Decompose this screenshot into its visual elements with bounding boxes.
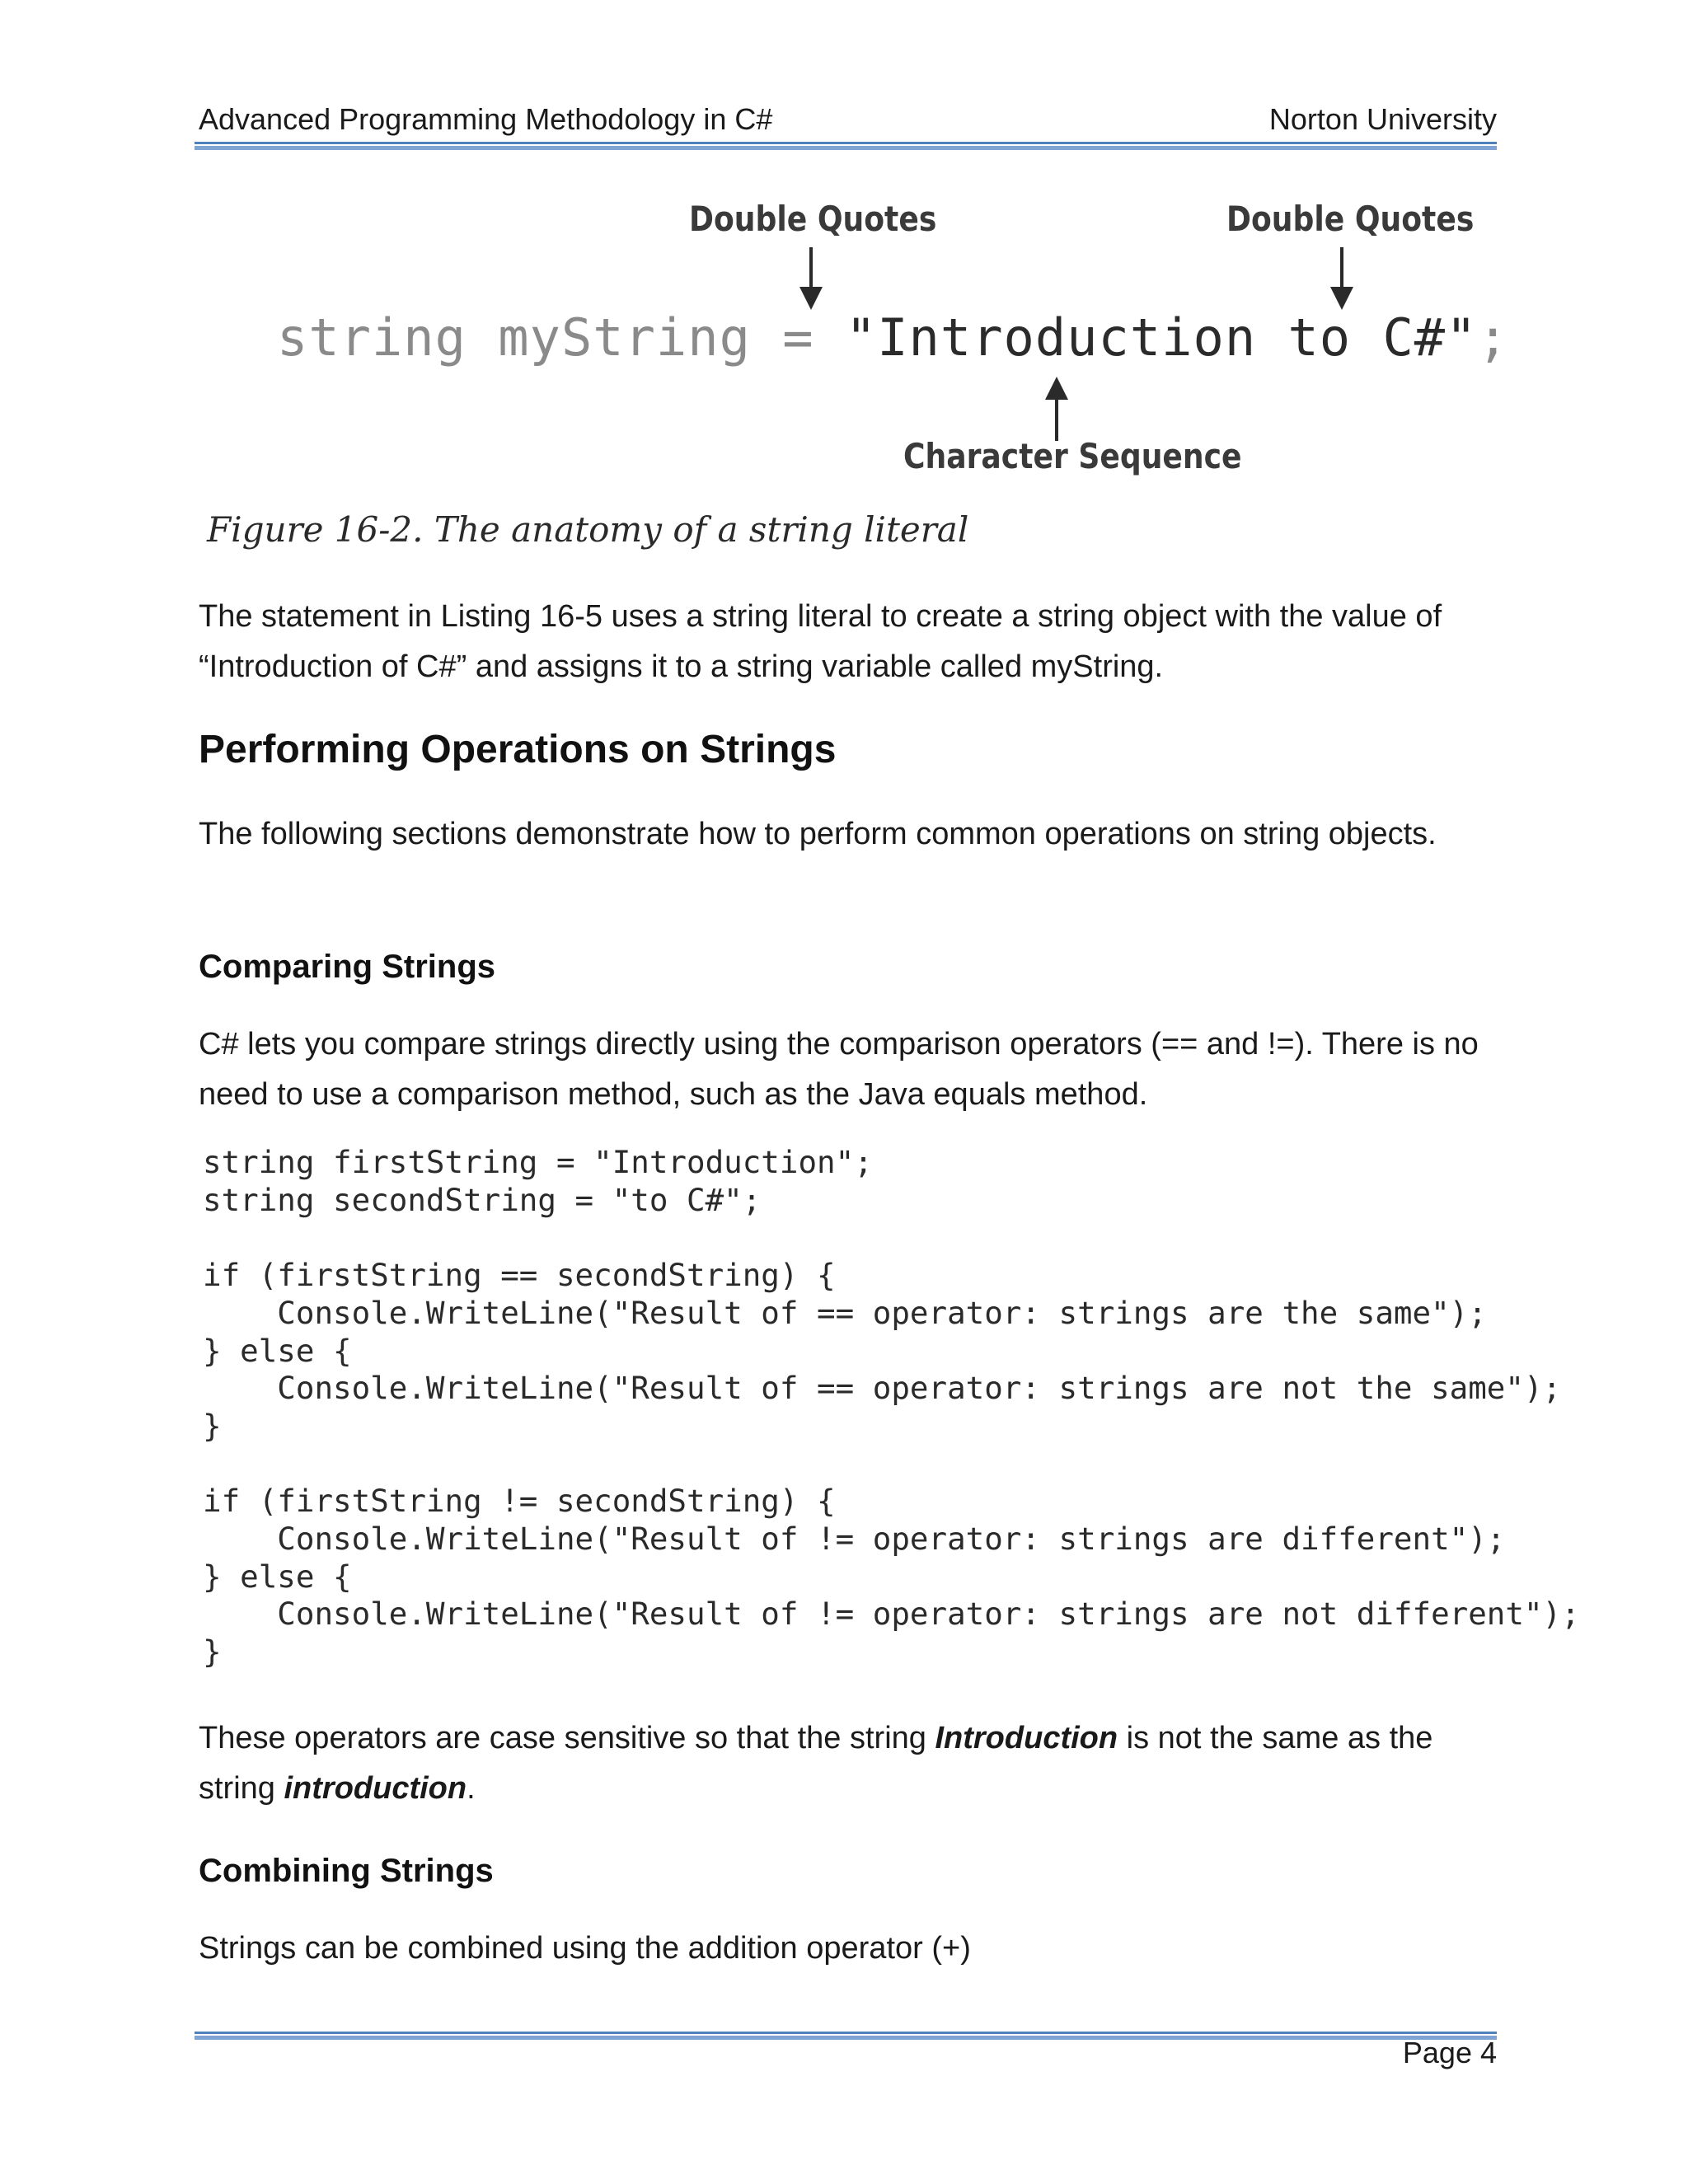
arrow-up-icon <box>1040 375 1073 441</box>
footer-rule <box>195 2032 1497 2040</box>
emphasis-introduction-lower: introduction <box>284 1771 467 1806</box>
paragraph-comparison-operators: C# lets you compare strings directly using the comparison operators (== and !=). There is no need to use a comparison method, such as the Java equals method. <box>199 1027 1479 1112</box>
heading-performing-operations: Performing Operations on Strings <box>199 728 837 771</box>
header-rule <box>195 142 1497 150</box>
figure-caption: Figure 16-2. The anatomy of a string literal <box>207 509 969 550</box>
arrow-down-icon <box>795 247 828 313</box>
code-declaration: string myString = <box>277 307 846 368</box>
code-block-comparison: string firstString = "Introduction"; string secondString = "to C#"; if (firstString == secondString) { Console.WriteLine("Result of == operator: strings are the same"); } else { Console.WriteLine("Result of == operator: strings are not the same"); } if (firstString != secondString) { Console.WriteLine("Result of != operator: strings are different"); } else { Console.WriteLine("Result of != operator: strings are not different"); } <box>203 1144 1580 1671</box>
header-course-title: Advanced Programming Methodology in C# <box>199 102 773 136</box>
paragraph-string-literal: The statement in Listing 16-5 uses a string literal to create a string object with the value of “Introduction of C#” and assigns it to a string variable called myString. <box>199 599 1442 684</box>
header-university: Norton University <box>1268 102 1497 136</box>
paragraph-operations-intro: The following sections demonstrate how to perform common operations on string objects. <box>199 817 1437 851</box>
label-character-sequence: Character Sequence <box>903 436 1242 476</box>
heading-comparing-strings: Comparing Strings <box>199 949 496 985</box>
paragraph-addition-operator: Strings can be combined using the addition operator (+) <box>199 1931 971 1966</box>
arrow-down-icon <box>1325 247 1358 313</box>
emphasis-introduction-capital: Introduction <box>935 1721 1118 1755</box>
label-double-quotes-left: Double Quotes <box>689 199 937 239</box>
paragraph-case-sensitive: These operators are case sensitive so that the string Introduction is not the same as the string introduction. <box>199 1721 1433 1806</box>
heading-combining-strings: Combining Strings <box>199 1853 494 1889</box>
figure-code-line <box>277 305 1509 371</box>
code-semicolon: ; <box>1477 307 1509 368</box>
code-string-literal: "Introduction to C#" <box>845 307 1478 368</box>
label-double-quotes-right: Double Quotes <box>1226 199 1475 239</box>
page-number: Page 4 <box>1402 2036 1497 2069</box>
string-literal-figure <box>195 173 1509 519</box>
